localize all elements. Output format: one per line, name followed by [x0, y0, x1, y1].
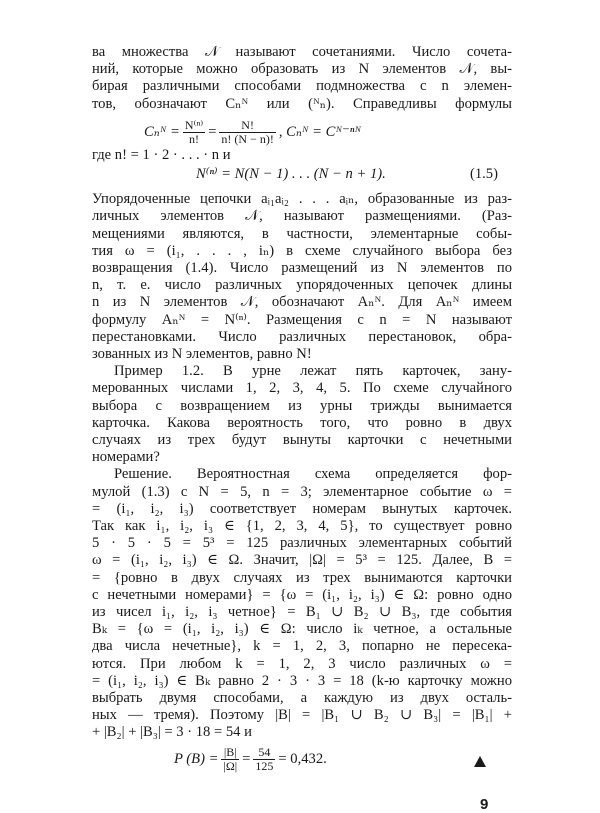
text-line: перестановками. Число различных перестановок, обра- — [92, 328, 512, 345]
page-number: 9 — [480, 795, 489, 813]
fraction — [183, 119, 205, 146]
falling-factorial-formula: N⁽ⁿ⁾ = N(N − 1) . . . (N − n + 1). — [196, 166, 386, 182]
text-line: ются. При любом k = 1, 2, 3 число различных ω = — [92, 655, 512, 672]
text-line: ва множества 𝒩 называют сочетаниями. Число сочета- — [92, 44, 512, 60]
text-line: мерованных числами 1, 2, 3, 4, 5. По схеме случайного — [92, 380, 512, 397]
text-line: тия ω = (i₁, . . . , iₙ) в схеме случайного выбора без — [92, 242, 512, 259]
text-line: два числа нечетные}, k = 1, 2, 3, попарно не пересека- — [92, 638, 512, 655]
text-line: n из N элементов 𝒩, обозначают Aₙᴺ. Для Aₙᴺ имеем — [92, 294, 512, 311]
text-line: Упорядоченные цепочки aᵢ₁aᵢ₂ . . . aᵢₙ, образованные из раз- — [92, 191, 512, 208]
text-line: мещениями являются, в частности, элементарные собы- — [92, 225, 512, 242]
text-line: тов, обозначают Cₙᴺ или (ᴺₙ). Справедливы формулы — [92, 95, 512, 112]
denominator: |Ω| — [223, 758, 238, 773]
text-line: номерами? — [92, 449, 160, 466]
text-line: Bₖ = {ω = (i₁, i₂, i₃) ∈ Ω: число iₖ четное, а остальные — [92, 621, 512, 638]
numerator: N! — [219, 119, 275, 133]
numerator: |B| — [221, 746, 239, 760]
text-line: ний, которые можно образовать из N элементов 𝒩, вы- — [92, 61, 512, 78]
example-heading-line: Пример 1.2. В урне лежат пять карточек, зану- — [114, 363, 512, 380]
text-line: карточка. Какова вероятность того, что ровно в двух — [92, 414, 512, 431]
text-line: выбора с возвращением из урны трижды вынимается — [92, 397, 512, 414]
text-line: зованных из N элементов, равно N! — [92, 346, 312, 362]
text-line: формулу Aₙᴺ = N⁽ⁿ⁾. Размещения с n = N называют — [92, 311, 512, 328]
text-line: с нечетными номерами} = {ω = (i₁, i₂, i₃) ∈ Ω: ровно одно — [92, 586, 512, 603]
text-line: = (i₁, i₂, i₃) ∈ Bₖ равно 2 · 3 · 3 = 18 (k-ю карточку можно — [92, 672, 512, 689]
formula-lhs: P (B) = — [174, 750, 219, 767]
text-line: из чисел i₁, i₂, i₃ четное} = B₁ ∪ B₂ ∪ B₃, где события — [92, 604, 512, 620]
text-line: ных — тремя). Поэтому |B| = |B₁ ∪ B₂ ∪ B₃| = |B₁| + — [92, 707, 512, 724]
denominator: n! — [189, 131, 200, 146]
denominator: 125 — [255, 758, 274, 773]
text-line: = (i₁, i₂, i₃) соответствует номерам вынутых карточек. — [92, 500, 512, 517]
numerator: 54 — [253, 746, 275, 760]
combinations-formula — [144, 119, 361, 146]
end-of-solution-triangle-icon — [474, 756, 486, 767]
fraction — [219, 119, 275, 146]
equals: = — [242, 750, 251, 767]
denominator: n! (N − n)! — [221, 131, 274, 146]
text-line: n, т. е. число различных упорядоченных цепочек длины — [92, 277, 512, 294]
equals: = — [208, 123, 217, 140]
equation-number: (1.5) — [470, 166, 498, 182]
text-line: Так как i₁, i₂, i₃ ∈ {1, 2, 3, 4, 5}, то существует ровно — [92, 518, 512, 534]
result: = 0,432. — [278, 750, 327, 767]
text-line: где n! = 1 · 2 · . . . · n и — [92, 146, 231, 163]
text-line: + |B₂| + |B₃| = 3 · 18 = 54 и — [92, 724, 252, 741]
text-line: выбрать двумя способами, а каждую из двух осталь- — [92, 690, 512, 706]
text-line: бирая различными способами подмножества с n элемен- — [92, 78, 512, 95]
symmetry-formula: , Cₙᴺ = Cᴺ⁻ⁿᴺ — [278, 123, 362, 140]
text-line: мулой (1.3) с N = 5, n = 3; элементарное событие ω = — [92, 483, 512, 500]
text-line: 5 · 5 · 5 = 5³ = 125 различных элементарных событий — [92, 535, 512, 552]
text-line: случаях из трех будут вынуты карточки с нечетными — [92, 432, 512, 448]
formula-lhs: Cₙᴺ = — [144, 123, 180, 140]
text-line: возвращения (1.4). Число размещений из N элементов по — [92, 260, 512, 276]
solution-heading-line: Решение. Вероятностная схема определяется фор- — [114, 466, 512, 483]
text-line: = {ровно в двух случаях из трех вынимаются карточки — [92, 569, 512, 586]
text-line: ω = (i₁, i₂, i₃) ∈ Ω. Значит, |Ω| = 5³ = 125. Далее, B = — [92, 552, 512, 569]
text-line: личных элементов 𝒩, называют размещениями. (Раз- — [92, 208, 512, 225]
numerator: N⁽ⁿ⁾ — [184, 117, 204, 132]
